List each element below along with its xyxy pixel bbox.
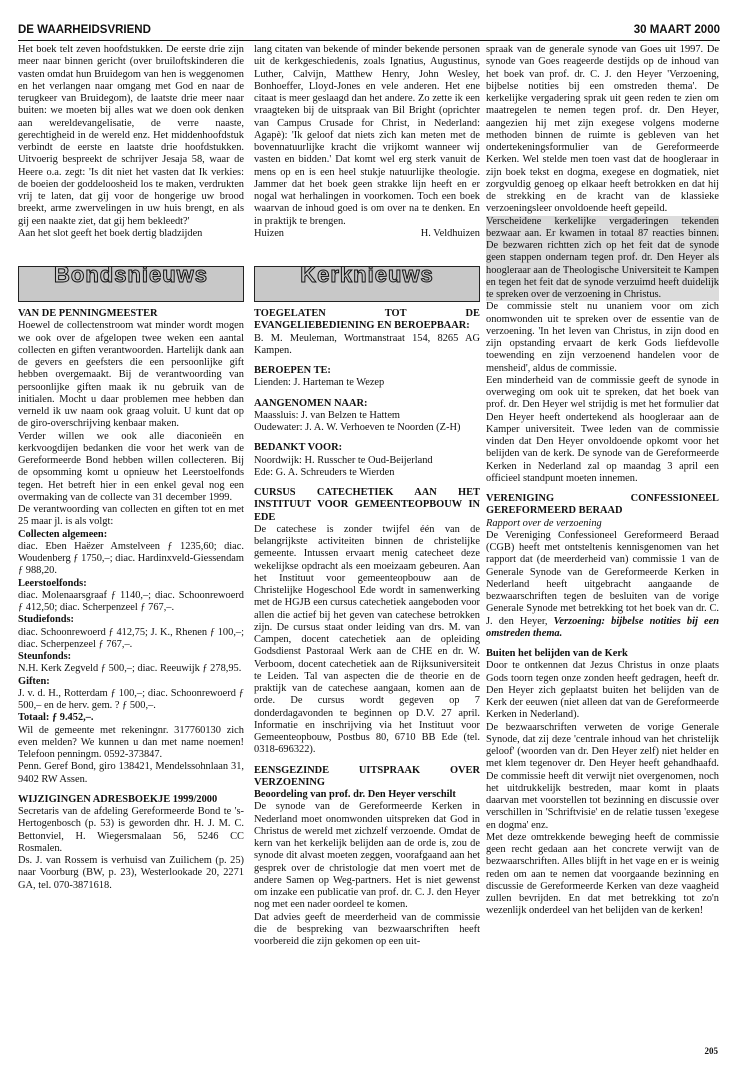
section-subheading: Beoordeling van prof. dr. Den Heyer verschilt [254,789,456,800]
article-paragraph: Lienden: J. Harteman te Wezep [254,377,385,389]
article-paragraph: De commissie stelt nu unaniem voor om zich onomwonden uit te spreken over de essentie van de verzoening. 'In het leven van Christus, in zijn dood en zijn opstanding ervaart de kerk Gods liefdevolle toewending en zijn verzoenend handelen voor de mensheid', aldus de commissie. [486,301,719,374]
fund-heading: Studiefonds: [18,614,75,626]
review-paragraph: Het boek telt zeven hoofdstukken. De eerste drie zijn meer naar binnen gericht (over bruiloftskinderen die vasten omdat hun Bruidegom van hen is weggenomen en het verlangen naar omgang met God en naar de terugkeer van Bruidegom), de laatste drie meer naar buiten: we moeten bij alles wat we doen ook denken aan wereldevangelisatie, de verre naaste, gerechtigheid in de wereld enz. Het middenhoofdstuk verbindt de eerste en laatste drie hoofdstukken. Uitvoerig bespreekt de schrijver Jesaja 58, waar de Heere o.a. zegt: 'Is dit niet het vasten dat Ik verkies: de boeien der goddeloosheid los te maken, verdrukten vrij te laten, dat gij voor de hongerige uw brood breekt, arme zwervelingen in uw huis brengt, en als gij een naakte ziet, dat gij hem bekleedt?' [18,44,244,227]
section-heading: VERENIGING CONFESSIONEEL GEREFORMEERD BERAAD [486,493,719,517]
section-heading: AANGENOMEN NAAR: [254,397,368,409]
article-paragraph: Wil de gemeente met rekeningnr. 317760130 zich even melden? We kunnen u dan met name noemen! Telefoon penningm. 0592-373847. [18,724,244,760]
section-heading: BEDANKT VOOR: [254,442,343,454]
section-heading: BEROEPEN TE: [254,365,331,376]
article-paragraph: De catechese is zonder twijfel één van de belangrijkste activiteiten binnen de christelijke gemeente. Intussen ervaart menig catecheet deze wekelijkse opdracht als een moeizaam gebeuren. Aan het Instituut voor gemeenteopbouw aan de Christelijke Hogeschool Ede wordt in samenwerking met de HGJB een cursus catechetiek aangeboden voor allen die actief bij het geven van catechese betrokken zijn. De cursus staat onder leiding van drs. M. van Campen, docent catechetiek aan de opleiding Godsdienst Pastoraal Werk aan de CHE en dr. W. Verboom, docent catechetiek aan de Rijksuniversiteit te Leiden. Tal van aspecten die de theorie en de praktijk van de catechese aangaan, komen aan de orde. De cursus wordt gegeven op 7 donderdagavonden te beginnen op D.V. 27 april. Informatie en inschrijving via het Instituut voor Gemeenteopbouw, Postbus 80, 6710 BB Ede (tel. 0318-696322). [254,523,480,756]
article-paragraph: Ede: G. A. Schreuders te Wierden [254,466,395,478]
article-paragraph: Verder willen we ook alle diaconieën en kerkvoogdijen bedanken die voor het werk van de Gereformeerde Bond hebben willen collecteren. Bij de opsomming komt u opnieuw het Leerstoelfonds tegen. Het betreft hier in een enkel geval nog een overmaking van de collecte van 31 december 1999. [18,430,244,503]
masthead-rule [18,40,720,41]
book-title: Verzoening: bijbelse notities bij een omstreden thema. [486,615,719,639]
article-paragraph: Door te ontkennen dat Jezus Christus in onze plaats Gods toorn tegen onze zonden heeft gedragen, heeft dr. Den Heyer zich geplaatst buiten het belijden van de Kerk der eeuwen (niet alleen dat van de Gereformeerde Kerken in Nederland). [486,660,719,721]
fund-heading: Steunfonds: [18,651,72,662]
article-paragraph: Oudewater: J. A. W. Verhoeven te Noorden (Z-H) [254,422,461,433]
kerknieuws-banner [254,266,480,302]
fund-heading: Leerstoelfonds: [18,577,87,589]
fund-list: diac. Molenaarsgraaf ƒ 1140,–; diac. Schoonrewoerd ƒ 412,50; diac. Scherpenzeel ƒ 767,–. [18,589,244,613]
masthead [18,24,720,40]
review-paragraph: lang citaten van bekende of minder bekende personen uit de kerkgeschiedenis, zoals Ignatius, Augustinus, Luther, Calvijn, Matthew Henry, John Wesley, Bonhoeffer, Lloyd-Jones en vele anderen. Het ene citaat is meer geslaagd dan het andere. Zo zette ik een vraagteken bij de uitspraak van Bil Bright (oprichter van Campus Crusade for Christ, in Nederland: Agapè): 'Ik geloof dat niets zich kan meten met de bovennatuurlijke kracht die vrijkomt wanneer wij vasten en bidden.' Dat komt wel erg sterk vanuit de mens op en is een heel stukje natuurlijke theologie. Jammer dat het boek geen strakke lijn heeft en er nogal wat herhalingen in voorkomen. Toch een boek waarvan de inhoud goed is om over na te denken. En in praktijk te brengen. [254,44,480,227]
review-signature [254,228,480,240]
fund-list: J. v. d. H., Rotterdam ƒ 100,–; diac. Schoonrewoerd ƒ 500,– en de herv. gem. ? ƒ 500,–. [18,687,244,711]
article-paragraph: Secretaris van de afdeling Gereformeerde Bond te 's-Hertogenbosch (p. 53) is geworden dhr. H. J. M. C. Bettonviel, H. Wiegersmalaan 56, 5246 CC Rosmalen. [18,806,244,854]
article-paragraph: Dat advies geeft de meerderheid van de commissie die de bespreking van bezwaarschriften heeft voorbereid die zijn gekomen op een uit- [254,911,480,947]
issue-date: 30 MAART 2000 [633,24,720,36]
section-subheading: Rapport over de verzoening [486,517,602,529]
article-paragraph: De synode van de Gereformeerde Kerken in Nederland moet onomwonden uitspreken dat God in Christus de wereld met zichzelf verzoende. Omdat de kern van het kerkelijk belijden aan de orde is, zou de synode dit alvast moeten zeggen, voorafgaand aan het gesprek over de christologie dat men voert met de andere Samen op Weg-partners. Het is niet gewenst om inzake een publicatie van prof. dr. C. J. den Heyer nog met een nader oordeel te komen. [254,801,480,911]
article-paragraph: Noordwijk: H. Russcher te Oud-Beijerland [254,454,433,466]
fund-list: diac. Eben Haëzer Amstelveen ƒ 1235,60; diac. Woudenberg ƒ 1750,–; diac. Hardinxveld-Giessendam ƒ 988,20. [18,540,244,577]
article-paragraph: spraak van de generale synode van Goes uit 1997. De synode van Goes reageerde destijds op de inhoud van het boek van prof. dr. C. J. den Heyer 'Verzoening, bijbelse notities bij een omstreden thema'. De kerkelijke vergadering sprak uit geen reden te zien om maatregelen te nemen tegen prof. dr. Den Heyer, aangezien hij met zijn exegese volgens moderne methoden binnen de ruimte is gebleven van het ondertekeningsformulier van de Gereformeerde Kerken. Wel stelde men toen vast dat de hoogleraar in zijn boek tekst en dogma, exegese en dogmatiek, niet zorgvuldig genoeg op elkaar heeft betrokken en dat hij de strekking en de kracht van de klassieke verzoeningsleer onvoldoende heeft gepeild. [486,44,719,215]
section-heading: CURSUS CATECHETIEK AAN HET INSTITUUT VOOR GEMEENTEOPBOUW IN EDE [254,487,480,523]
fund-list: diac. Schoonrewoerd ƒ 412,75; J. K., Rhenen ƒ 100,–; diac. Scherpenzeel ƒ 767,–. [18,626,244,650]
signature-name: H. Veldhuizen [420,227,480,239]
article-paragraph: Penn. Geref Bond, giro 138421, Mendelssohnlaan 31, 9402 RW Assen. [18,761,244,785]
fund-heading: Collecten algemeen: [18,528,108,540]
page-number: 205 [704,1046,718,1056]
article-paragraph: Ds. J. van Rossem is verhuisd van Zuilichem (p. 25) naar Voorburg (BW, p. 23), Westerlookade 20, 2271 GA, tel. 070-3871618. [18,855,244,891]
publication-name: DE WAARHEIDSVRIEND [18,24,151,36]
article-paragraph: Maassluis: J. van Belzen te Hattem [254,409,401,421]
article-text: De Vereniging Confessioneel Gereformeerd Beraad (CGB) heeft met ontsteltenis kennisgenomen van het rapport dat (de meerderheid van) commissie 1 van de Generale Synode van de Gereformeerde Kerken in Nederland heeft uitgebracht aangaande de bezwaarschriften tegen de besluiten van de vorige Generale Synode met betrekking tot het boek van dr. C. J. den Heyer, [486,529,719,627]
fund-list: N.H. Kerk Zegveld ƒ 500,–; diac. Reeuwijk ƒ 278,95. [18,663,242,675]
section-subheading: Buiten het belijden van de Kerk [486,648,628,659]
article-paragraph: Verscheidene kerkelijke vergaderingen tekenden bezwaar aan. Er kwamen in totaal 87 reacties binnen. De bezwaren richtten zich op het feit dat de synode geen stappen ondernam tegen prof. dr. Den Heyer als hoogleraar aan de Theologische Universiteit te Kampen en tegen het feit dat de synode verzuimd heeft duidelijk te spreken over de verzoening in Christus. [486,215,719,300]
column-3 [486,44,719,918]
bondsnieuws-banner [18,266,244,302]
article-paragraph: Een minderheid van de commissie geeft de synode in overweging om ook uit te spreken, dat het boek van prof. dr. Den Heyer wel strijdig is met het formulier dat Den Heyer heeft ondertekend als hoogleraar aan de Kamper universiteit. Twee leden van de commissie vinden dat Den Heyer onvoldoende opkomt voor het belijden van de kerk. De synode van de Gereformeerde Kerken in Nederland zal op maandag 3 april een officieel standpunt moeten innemen. [486,374,719,484]
article-paragraph [486,530,719,640]
section-heading: WIJZIGINGEN ADRESBOEKJE 1999/2000 [18,793,218,805]
article-paragraph: B. M. Meuleman, Wortmanstraat 154, 8265 AG Kampen. [254,332,480,356]
section-heading: VAN DE PENNINGMEESTER [18,308,158,319]
article-paragraph: Met deze omtrekkende beweging heeft de commissie geen recht gedaan aan het concrete verwijt van de bezwaarschriften. Alles blijft in het vage en er is weinig reden om aan te nemen dat voorgaande bezinning en discussie de Gereformeerde Kerken van deze vaagheid zullen bevrijden. En dat met betrekking tot zo'n wezenlijk onderdeel van het belijden van de kerken! [486,831,719,917]
column-2 [254,44,480,948]
article-paragraph: De bezwaarschriften verweten de vorige Generale Synode, dat zij deze 'centrale inhoud van het christelijk geloof' (woorden van dr. Den Heyer zelf) niet helder en met klem tegenover dr. Den Heyer heeft gehandhaafd. De commissie heeft dit verwijt niet overgenomen, noch het uitdrukkelijk bestreden, maar komt in plaats daarvan met voorstellen tot bezinning en discussie over verschillen in 'Schriftvisie' en de relatie tussen 'exegese en dogma' enz. [486,721,719,831]
section-heading: EENSGEZINDE UITSPRAAK OVER VERZOENING [254,764,480,788]
column-1 [18,44,244,892]
article-paragraph: Hoewel de collectenstroom wat minder wordt mogen we ook over de afgelopen twee weken een aantal collecten en giften verantwoorden. Hartelijk dank aan de gevers en geefsters die een persoonlijke gift hebben overgemaakt. Bij de verantwoording van persoonlijke giften maak ik nu gebruik van de initialen. Mocht u daar problemen mee hebben dan verneld ik uw naam ook graag voluit. U kunt dat op de giro-overschrijving kenbaar maken. [18,320,244,430]
section-heading: TOEGELATEN TOT DE EVANGELIEBEDIENING EN BEROEPBAAR: [254,308,480,332]
review-paragraph: Aan het slot geeft het boek dertig bladzijden [18,227,203,239]
banner-title: Kerknieuws [300,266,434,287]
banner-title: Bondsnieuws [53,266,209,287]
signature-place: Huizen [254,227,285,239]
fund-heading: Giften: [18,675,50,687]
article-paragraph: De verantwoording van collecten en giften tot en met 25 maar jl. is als volgt: [18,504,244,528]
total-amount: Totaal: ƒ 9.452,–. [18,712,94,724]
